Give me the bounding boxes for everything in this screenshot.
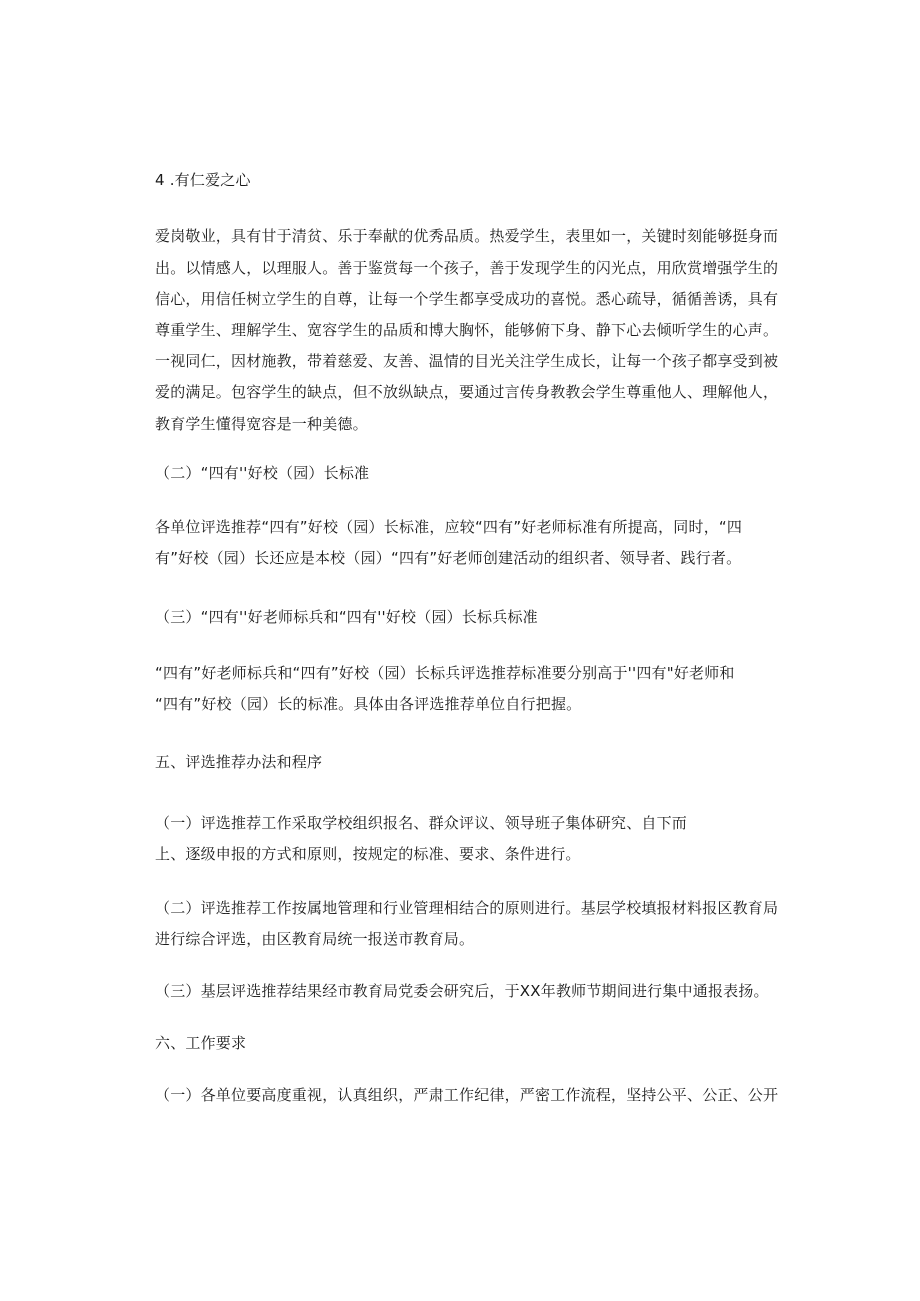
paragraph-line: 教育学生懂得宽容是一种美德。 xyxy=(155,415,368,433)
list-item-line: （一）评选推荐工作采取学校组织报名、群众评议、领导班子集体研究、自下而 xyxy=(155,814,688,832)
paragraph-line: 信心，用信任树立学生的自尊，让每一个学生都享受成功的喜悦。悉心疏导，循循善诱，具有 xyxy=(155,290,779,308)
section-heading-4: 4 .有仁爱之心 xyxy=(155,171,251,189)
subsection-heading-3: （三）“四有''好老师标兵和“四有''好校（园）长标兵标准 xyxy=(155,608,538,626)
paragraph-line: 尊重学生、理解学生、宽容学生的品质和博大胸怀，能够俯下身、静下心去倾听学生的心声。 xyxy=(155,321,779,339)
paragraph-line: 爱岗敬业，具有甘于清贫、乐于奉献的优秀品质。热爱学生，表里如一，关键时刻能够挺身而 xyxy=(155,227,779,245)
paragraph-line: 一视同仁，因材施教，带着慈爱、友善、温情的目光关注学生成长，让每一个孩子都享受到被 xyxy=(155,352,779,370)
list-item-line: （三）基层评选推荐结果经市教育局党委会研究后，于XX年教师节期间进行集中通报表扬。 xyxy=(155,982,769,1000)
paragraph-line: 有”好校（园）长还应是本校（园）“四有”好老师创建活动的组织者、领导者、践行者。 xyxy=(155,549,742,567)
list-item-line: （一）各单位要高度重视，认真组织，严肃工作纪律，严密工作流程，坚持公平、公正、公开 xyxy=(155,1086,779,1104)
subsection-heading-2: （二）“四有''好校（园）长标准 xyxy=(155,464,370,482)
paragraph-line: 爱的满足。包容学生的缺点，但不放纵缺点，要通过言传身教教会学生尊重他人、理解他人， xyxy=(155,383,779,401)
list-item-line: 上、逐级申报的方式和原则，按规定的标准、要求、条件进行。 xyxy=(155,845,581,863)
section-heading-5: 五、评选推荐办法和程序 xyxy=(155,753,323,771)
paragraph-line: 各单位评选推荐“四有”好校（园）长标准，应较“四有”好老师标准有所提高，同时，“四 xyxy=(155,518,743,536)
paragraph-line: “四有”好老师标兵和“四有”好校（园）长标兵评选推荐标准要分别高于''四有"好老师和 xyxy=(155,664,735,682)
section-heading-6: 六、工作要求 xyxy=(155,1034,247,1052)
paragraph-line: “四有”好校（园）长的标准。具体由各评选推荐单位自行把握。 xyxy=(155,695,582,713)
list-item-line: （二）评选推荐工作按属地管理和行业管理相结合的原则进行。基层学校填报材料报区教育局 xyxy=(155,899,779,917)
list-item-line: 进行综合评选，由区教育局统一报送市教育局。 xyxy=(155,930,475,948)
paragraph-line: 出。以情感人，以理服人。善于鉴赏每一个孩子，善于发现学生的闪光点，用欣赏增强学生的 xyxy=(155,259,779,277)
